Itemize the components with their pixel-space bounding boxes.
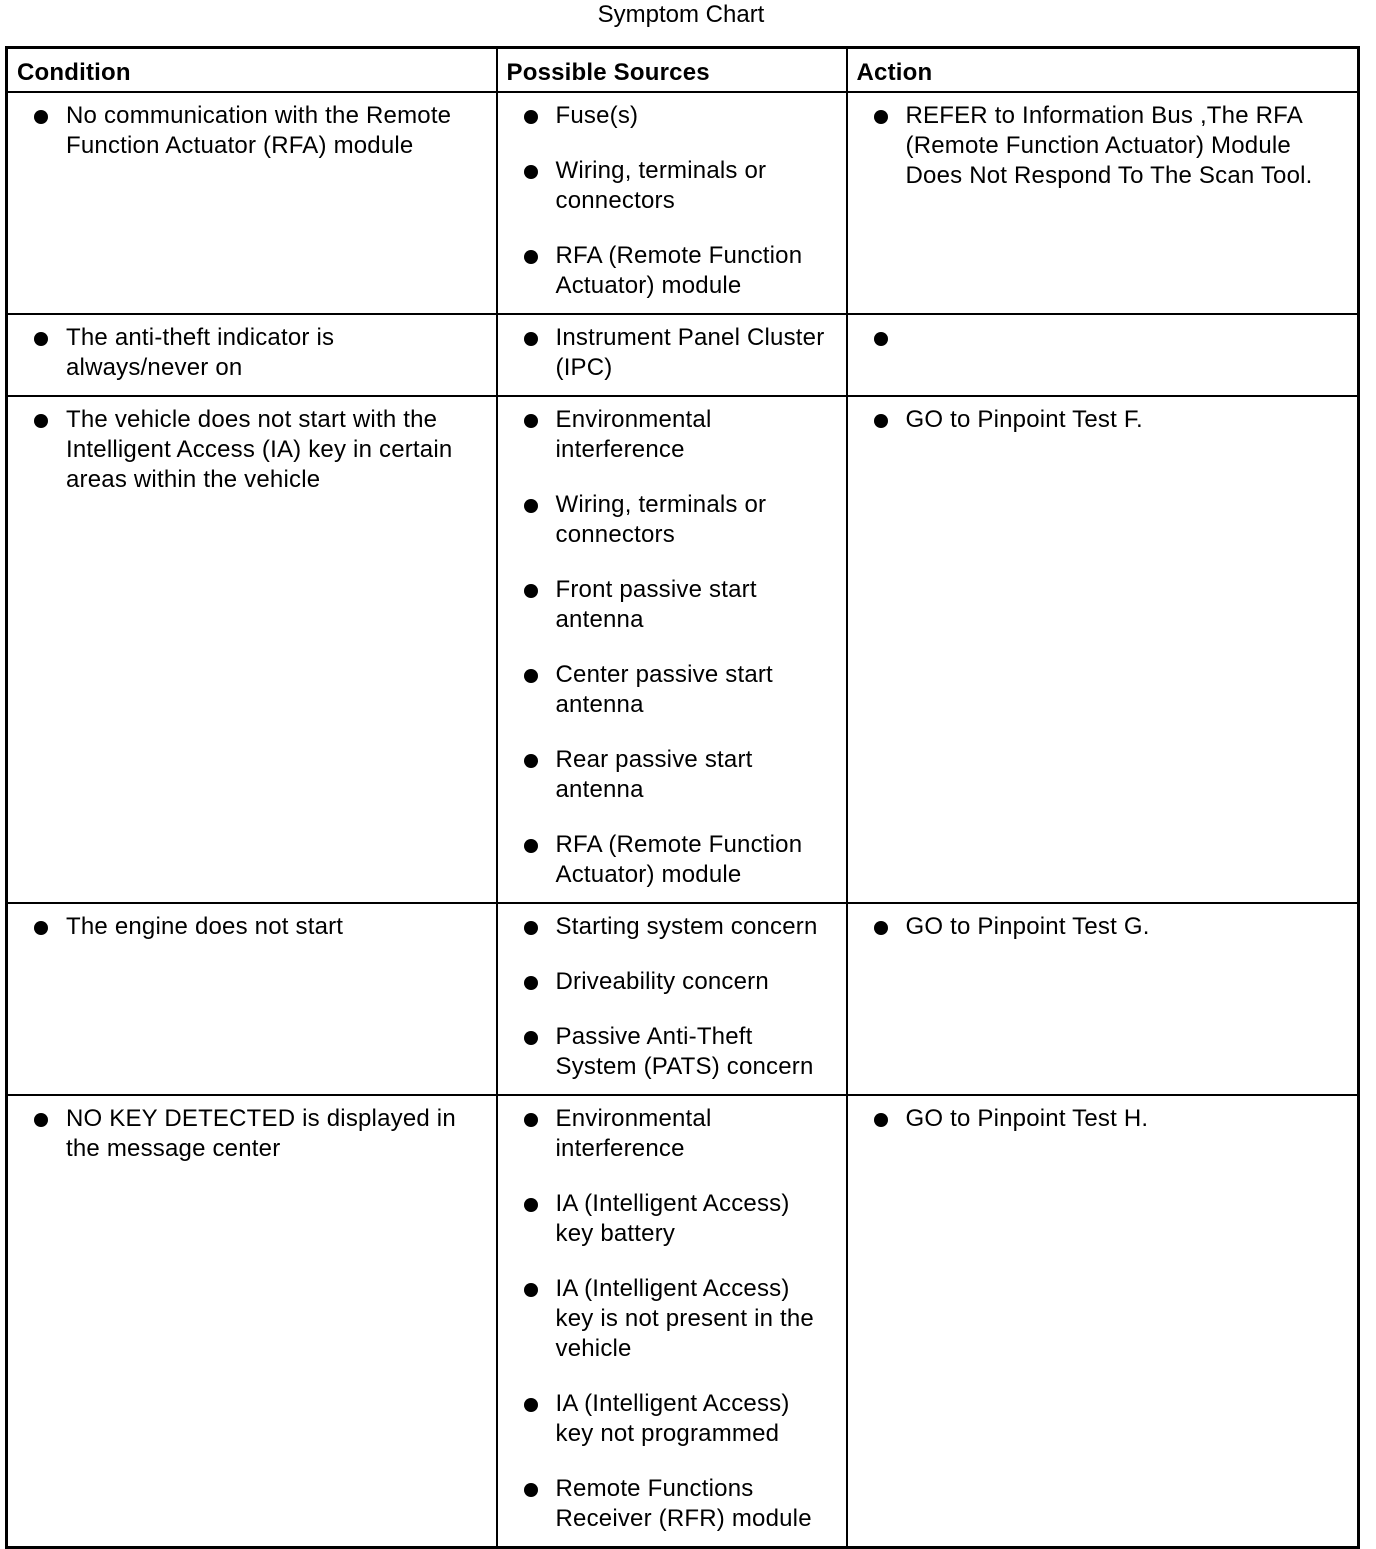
condition-text: The engine does not start <box>66 913 344 940</box>
possible-sources-list <box>522 1104 834 1534</box>
table-row <box>7 92 1359 314</box>
list-item <box>522 323 834 383</box>
possible-sources-text: Driveability concern <box>555 968 769 995</box>
bullet-icon <box>524 976 538 990</box>
symptom-chart-table <box>5 46 1360 1549</box>
list-item <box>522 967 834 997</box>
page-title: Symptom Chart <box>597 1 765 28</box>
possible-sources-text: IA (Intelligent Access) key battery <box>555 1190 790 1247</box>
bullet-icon <box>524 1113 538 1127</box>
action-text: GO to Pinpoint Test H. <box>905 1105 1149 1132</box>
list-item <box>522 1189 834 1249</box>
possible-sources-text: Fuse(s) <box>555 102 639 129</box>
bullet-icon <box>524 1031 538 1045</box>
action-list <box>872 912 1346 942</box>
list-item <box>872 1104 1346 1134</box>
bullet-icon <box>874 414 888 428</box>
list-item <box>522 1022 834 1082</box>
list-item <box>522 1104 834 1164</box>
bullet-icon <box>524 165 538 179</box>
list-item <box>872 323 1346 353</box>
possible-sources-text: Instrument Panel Cluster (IPC) <box>555 324 825 381</box>
bullet-icon <box>524 584 538 598</box>
list-item <box>872 101 1346 191</box>
list-item <box>32 912 484 942</box>
condition-cell <box>7 1095 497 1548</box>
condition-cell <box>7 314 497 396</box>
possible-sources-text: Wiring, terminals or connectors <box>555 491 767 548</box>
bullet-icon <box>874 921 888 935</box>
bullet-icon <box>524 1283 538 1297</box>
list-item <box>522 745 834 805</box>
bullet-icon <box>524 1198 538 1212</box>
list-item <box>32 101 484 161</box>
table-row <box>7 903 1359 1095</box>
condition-cell <box>7 92 497 314</box>
list-item <box>32 1104 484 1164</box>
action-text: GO to Pinpoint Test G. <box>905 913 1150 940</box>
action-list <box>872 101 1346 191</box>
header-row <box>7 48 1359 93</box>
condition-cell <box>7 903 497 1095</box>
possible-sources-text: IA (Intelligent Access) key is not present in the vehicle <box>555 1275 814 1362</box>
condition-text: No communication with the Remote Function Actuator (RFA) module <box>66 102 452 159</box>
bullet-icon <box>524 110 538 124</box>
possible-sources-text: Environmental interference <box>555 406 712 463</box>
possible-sources-list <box>522 405 834 890</box>
bullet-icon <box>524 1398 538 1412</box>
condition-text: The vehicle does not start with the Intelligent Access (IA) key in certain areas within the vehicle <box>66 406 453 493</box>
possible-sources-text: Front passive start antenna <box>555 576 757 633</box>
list-item <box>522 156 834 216</box>
action-list <box>872 405 1346 435</box>
bullet-icon <box>524 669 538 683</box>
possible-sources-list <box>522 323 834 383</box>
possible-sources-list <box>522 101 834 301</box>
action-cell <box>847 396 1359 903</box>
possible-sources-text: Environmental interference <box>555 1105 712 1162</box>
table-row <box>7 314 1359 396</box>
list-item <box>522 101 834 131</box>
bullet-icon <box>34 110 48 124</box>
possible-sources-cell <box>497 1095 847 1548</box>
possible-sources-cell <box>497 92 847 314</box>
bullet-icon <box>34 1113 48 1127</box>
bullet-icon <box>874 1113 888 1127</box>
table-row <box>7 1095 1359 1548</box>
bullet-icon <box>874 110 888 124</box>
action-cell <box>847 1095 1359 1548</box>
condition-list <box>32 405 484 495</box>
condition-list <box>32 912 484 942</box>
bullet-icon <box>524 250 538 264</box>
list-item <box>522 241 834 301</box>
action-cell <box>847 903 1359 1095</box>
action-text: GO to Pinpoint Test F. <box>905 406 1143 433</box>
bullet-icon <box>524 1483 538 1497</box>
condition-list <box>32 1104 484 1164</box>
possible-sources-cell <box>497 903 847 1095</box>
list-item <box>522 1274 834 1364</box>
possible-sources-text: Wiring, terminals or connectors <box>555 157 767 214</box>
possible-sources-text: Passive Anti-Theft System (PATS) concern <box>555 1023 814 1080</box>
bullet-icon <box>524 754 538 768</box>
action-cell <box>847 92 1359 314</box>
condition-text: The anti-theft indicator is always/never on <box>66 324 335 381</box>
possible-sources-text: Center passive start antenna <box>555 661 773 718</box>
bullet-icon <box>524 414 538 428</box>
possible-sources-cell <box>497 314 847 396</box>
condition-text: NO KEY DETECTED is displayed in the message center <box>66 1105 456 1162</box>
possible-sources-text: Rear passive start antenna <box>555 746 753 803</box>
header-condition: Condition <box>7 48 497 93</box>
list-item <box>522 490 834 550</box>
possible-sources-text: Starting system concern <box>555 913 818 940</box>
possible-sources-list <box>522 912 834 1082</box>
condition-list <box>32 323 484 383</box>
possible-sources-text: RFA (Remote Function Actuator) module <box>555 831 803 888</box>
possible-sources-text: RFA (Remote Function Actuator) module <box>555 242 803 299</box>
list-item <box>522 830 834 890</box>
bullet-icon <box>524 921 538 935</box>
header-possible-sources: Possible Sources <box>497 48 847 93</box>
list-item <box>872 912 1346 942</box>
bullet-icon <box>524 332 538 346</box>
list-item <box>32 405 484 495</box>
list-item <box>522 575 834 635</box>
possible-sources-text: Remote Functions Receiver (RFR) module <box>555 1475 812 1532</box>
action-cell <box>847 314 1359 396</box>
bullet-icon <box>524 839 538 853</box>
action-list <box>872 323 1346 353</box>
table-row <box>7 396 1359 903</box>
possible-sources-text: IA (Intelligent Access) key not programmed <box>555 1390 790 1447</box>
bullet-icon <box>34 332 48 346</box>
bullet-icon <box>874 332 888 346</box>
bullet-icon <box>34 414 48 428</box>
possible-sources-cell <box>497 396 847 903</box>
condition-cell <box>7 396 497 903</box>
bullet-icon <box>524 499 538 513</box>
list-item <box>522 1389 834 1449</box>
header-action: Action <box>847 48 1359 93</box>
list-item <box>522 660 834 720</box>
list-item <box>32 323 484 383</box>
condition-list <box>32 101 484 161</box>
list-item <box>522 1474 834 1534</box>
list-item <box>872 405 1346 435</box>
list-item <box>522 405 834 465</box>
list-item <box>522 912 834 942</box>
bullet-icon <box>34 921 48 935</box>
table-body <box>7 92 1359 1548</box>
action-list <box>872 1104 1346 1134</box>
action-text: REFER to Information Bus ,The RFA (Remote Function Actuator) Module Does Not Respond To The Scan Tool. <box>905 102 1313 189</box>
